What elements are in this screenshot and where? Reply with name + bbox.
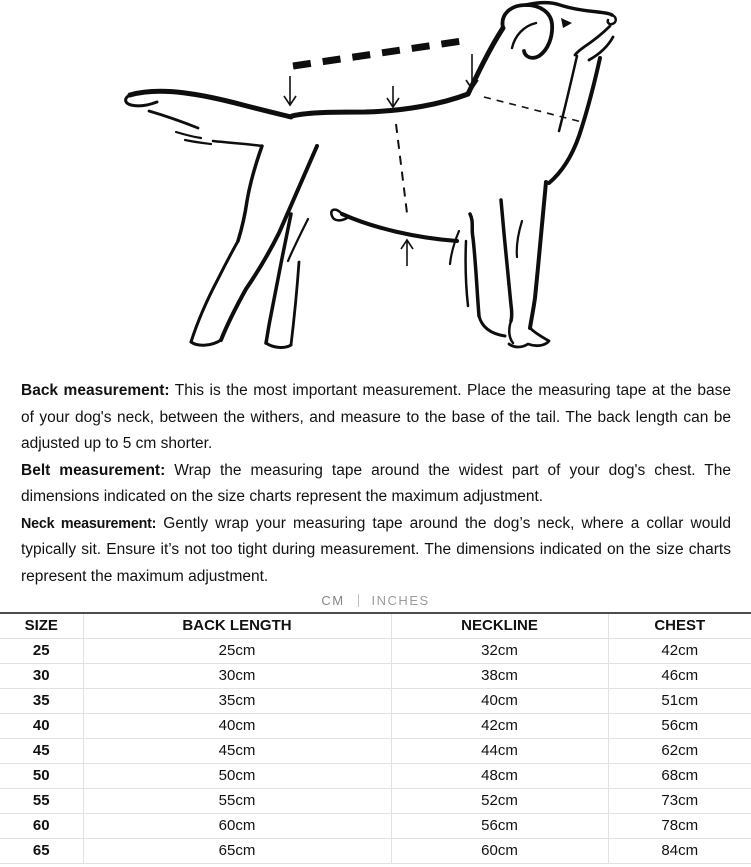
unit-toggle (0, 591, 751, 609)
chest-girth-measure-line (396, 124, 413, 266)
unit-toggle-divider (358, 594, 359, 607)
instruction-neck-label: Neck measurement: (21, 515, 157, 532)
neckline-cell: 60cm (391, 838, 608, 863)
neckline-cell: 48cm (391, 763, 608, 788)
table-row (0, 788, 751, 813)
size-chart-table (0, 612, 751, 864)
size-cell: 50 (0, 763, 83, 788)
back-length-cell: 55cm (83, 788, 391, 813)
neckline-cell: 40cm (391, 688, 608, 713)
size-cell: 45 (0, 738, 83, 763)
col-header-neckline: NECKLINE (391, 613, 608, 638)
table-row (0, 713, 751, 738)
col-header-back-length: BACK LENGTH (83, 613, 391, 638)
back-length-cell: 40cm (83, 713, 391, 738)
neckline-cell: 32cm (391, 638, 608, 663)
up-arrow (401, 240, 413, 266)
back-length-cell: 45cm (83, 738, 391, 763)
chest-cell: 73cm (608, 788, 751, 813)
unit-cm-button[interactable]: CM (321, 592, 345, 608)
size-cell: 35 (0, 688, 83, 713)
col-header-chest: CHEST (608, 613, 751, 638)
neckline-cell: 44cm (391, 738, 608, 763)
table-row (0, 638, 751, 663)
chest-cell: 68cm (608, 763, 751, 788)
chest-cell: 56cm (608, 713, 751, 738)
back-length-cell: 25cm (83, 638, 391, 663)
down-arrow-left (284, 76, 296, 105)
dog-measurement-diagram (0, 0, 751, 370)
instruction-back-label: Back measurement: (21, 382, 170, 399)
table-row (0, 813, 751, 838)
table-row (0, 663, 751, 688)
size-cell: 55 (0, 788, 83, 813)
instruction-back-text: This is the most important measurement. Place the measuring tape at the base of your dog's neck, between the withers, and measure to the base of the tail. The back length can be adjusted up to 5 cm shorter. (21, 382, 731, 452)
back-length-cell: 30cm (83, 663, 391, 688)
instruction-belt-text: Wrap the measuring tape around the widest part of your dog's chest. The dimensions indicated on the size charts represent the maximum adjustment. (21, 461, 731, 505)
instruction-paragraph-neck (21, 511, 731, 591)
instruction-belt-label: Belt measurement: (21, 461, 166, 479)
table-row (0, 688, 751, 713)
chest-cell: 46cm (608, 663, 751, 688)
size-cell: 60 (0, 813, 83, 838)
size-cell: 40 (0, 713, 83, 738)
instruction-paragraph-belt (21, 458, 731, 511)
header-row (0, 613, 751, 638)
instruction-neck-text: Gently wrap your measuring tape around the dog’s neck, where a collar would typically sit. Ensure it’s not too tight during measurement. The dimensions indicated on the size charts represent the maximum adjustment. (21, 514, 731, 585)
neckline-cell: 56cm (391, 813, 608, 838)
back-length-cell: 35cm (83, 688, 391, 713)
neckline-cell: 38cm (391, 663, 608, 688)
size-table-body (0, 638, 751, 863)
dog-illustration (126, 3, 616, 348)
chest-cell: 78cm (608, 813, 751, 838)
table-row (0, 838, 751, 863)
unit-inches-button[interactable]: INCHES (371, 592, 430, 608)
back-length-cell: 60cm (83, 813, 391, 838)
back-length-measure-line (293, 40, 469, 66)
size-table-header (0, 613, 751, 638)
table-row (0, 738, 751, 763)
back-length-cell: 50cm (83, 763, 391, 788)
down-arrow-middle (387, 86, 399, 107)
dog-eye (561, 18, 572, 28)
chest-cell: 51cm (608, 688, 751, 713)
instruction-paragraph-back (21, 378, 731, 458)
back-length-cell: 65cm (83, 838, 391, 863)
chest-cell: 62cm (608, 738, 751, 763)
neckline-cell: 42cm (391, 713, 608, 738)
table-row (0, 763, 751, 788)
measurement-instructions (0, 370, 751, 590)
size-cell: 65 (0, 838, 83, 863)
dog-diagram-svg (0, 0, 751, 370)
size-cell: 30 (0, 663, 83, 688)
size-cell: 25 (0, 638, 83, 663)
neckline-cell: 52cm (391, 788, 608, 813)
col-header-size: SIZE (0, 613, 83, 638)
chest-cell: 84cm (608, 838, 751, 863)
chest-cell: 42cm (608, 638, 751, 663)
